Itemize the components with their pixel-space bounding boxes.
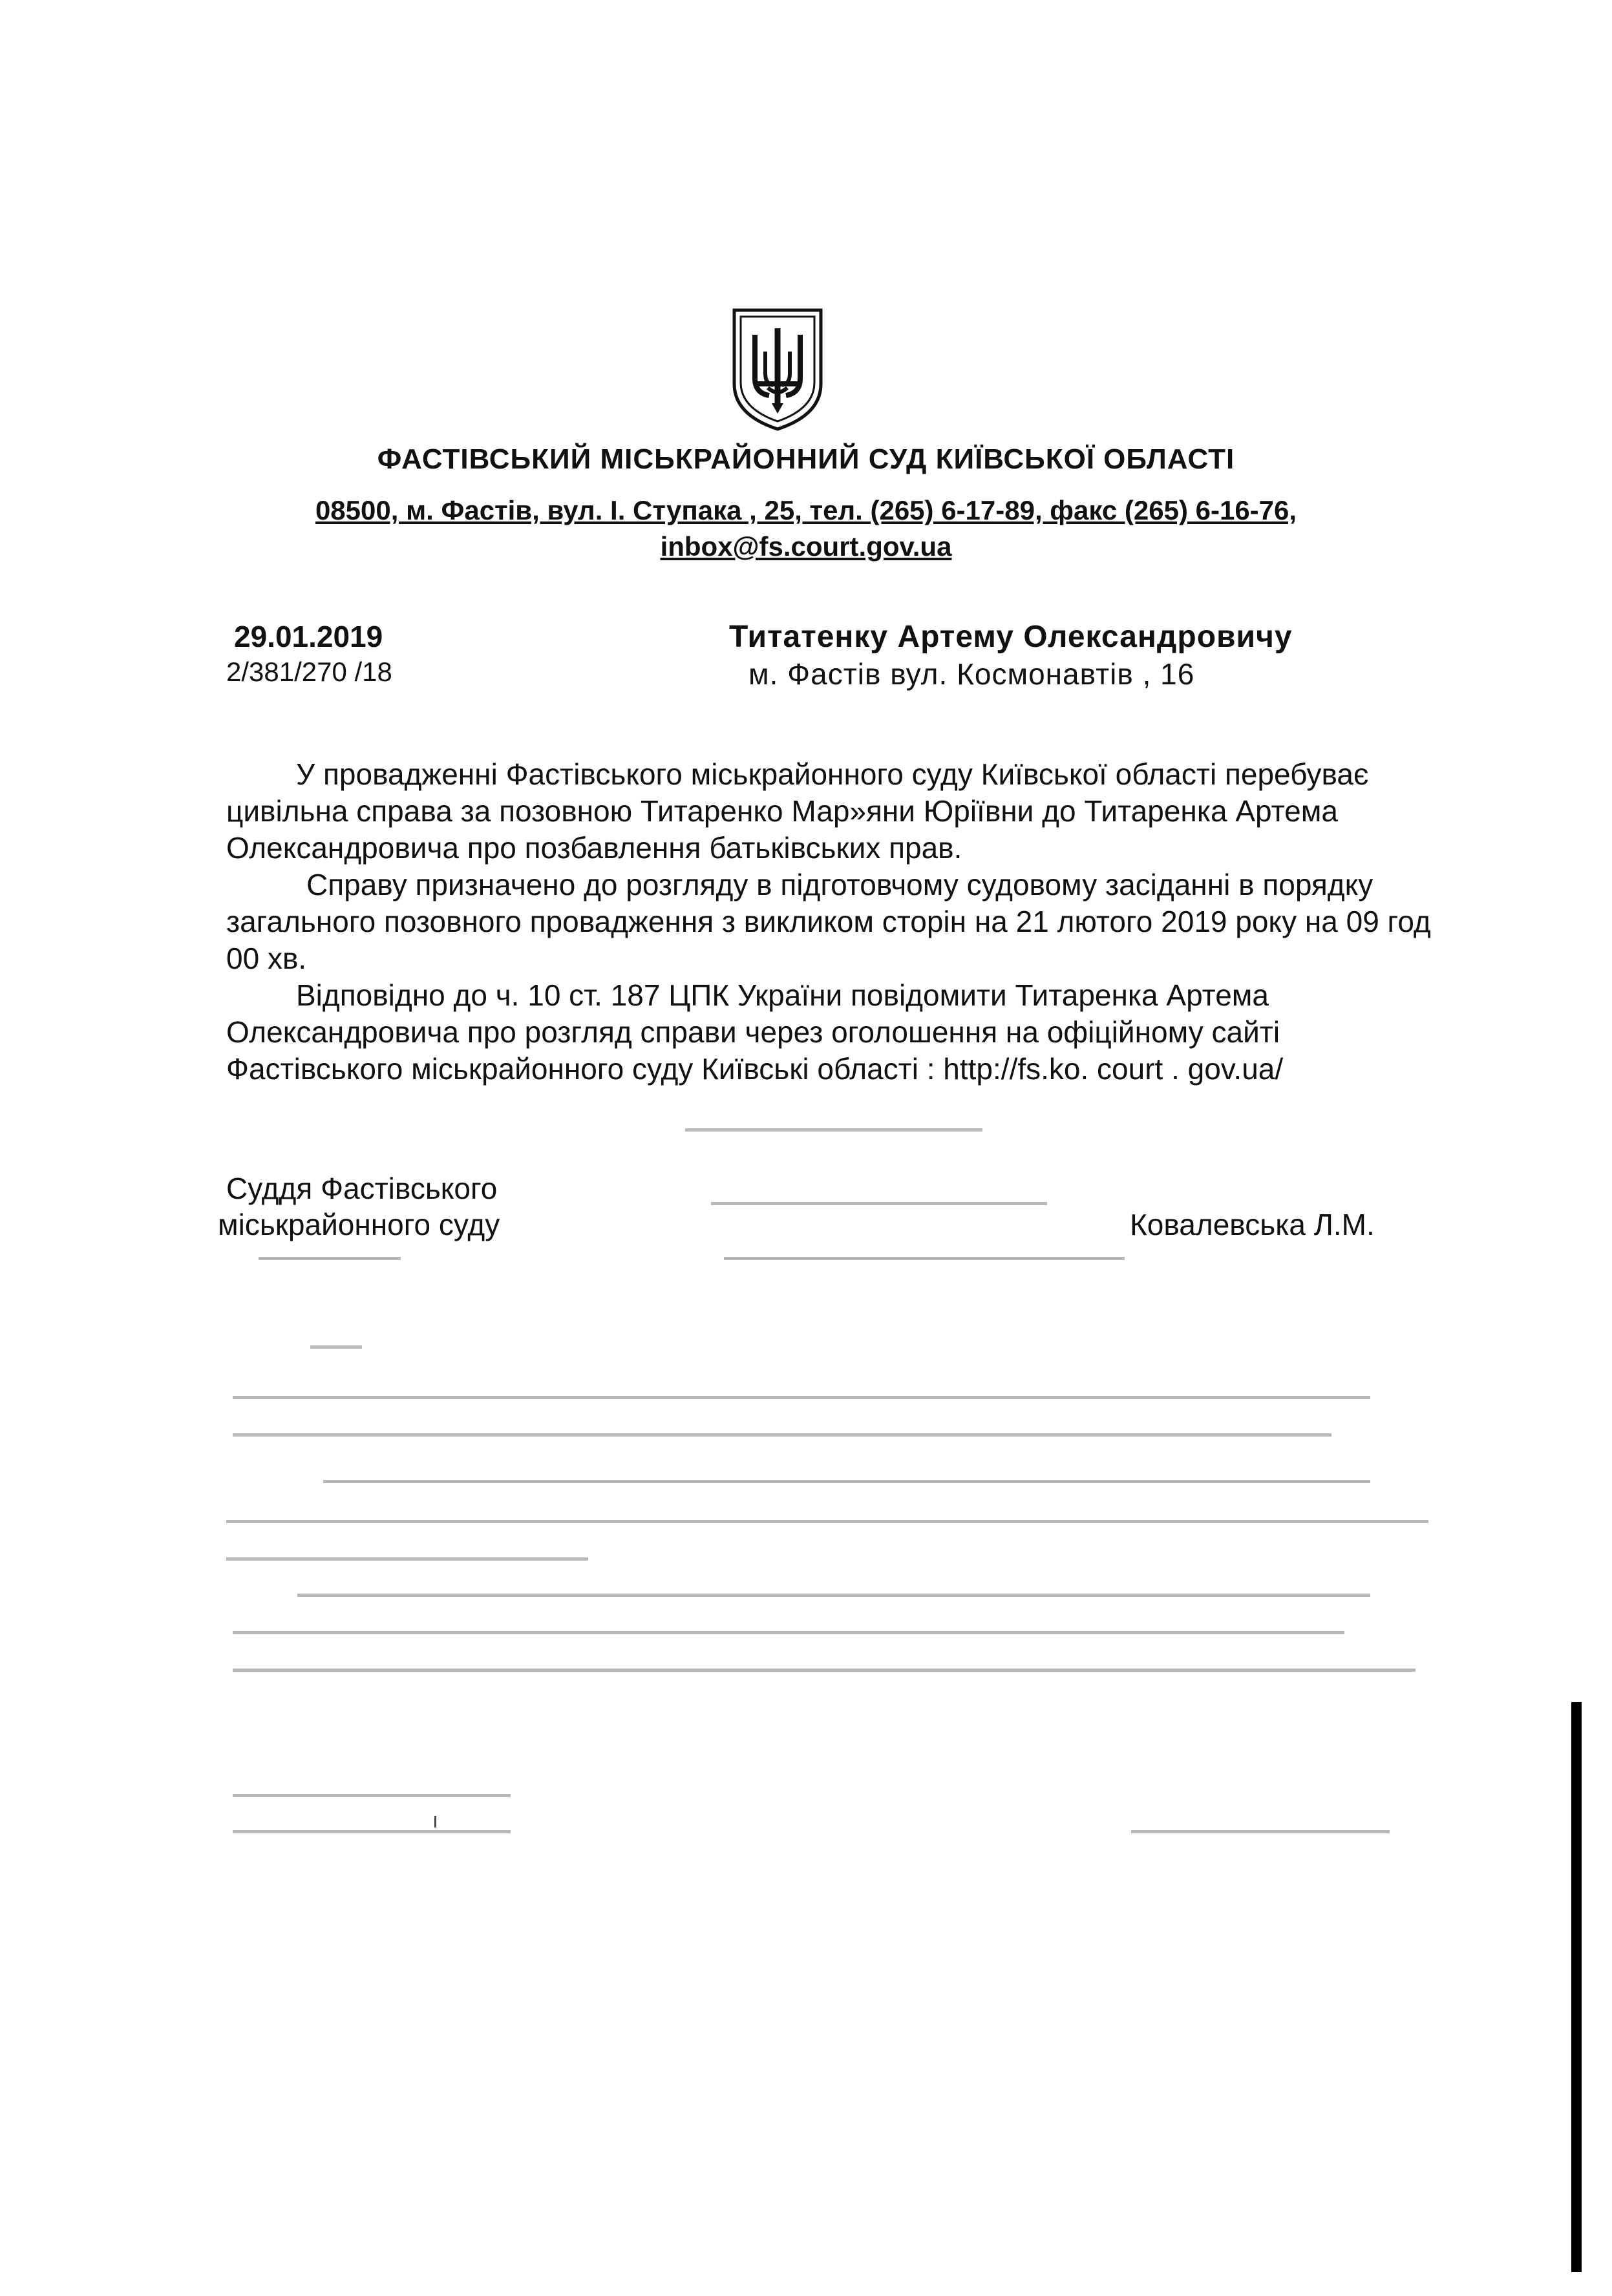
signature-role-line-1: Суддя Фастівського (226, 1172, 498, 1205)
signature-role-line-2: міськрайонного суду (218, 1208, 500, 1241)
scan-speck (434, 1816, 436, 1827)
court-email: inbox@fs.court.gov.ua (660, 531, 952, 562)
body-paragraph-1: У провадженні Фастівського міськрайонного суду Київської області перебуває цивільна справа за позовною Титаренко Мар»яни Юріївни до Титаренка Артема Олександровича про позбавлення батьківських прав. (226, 757, 1369, 865)
judge-name: Ковалевська Л.М. (1130, 1208, 1375, 1241)
outgoing-number: 2/381/270 /18 (226, 657, 392, 687)
court-address: 08500, м. Фастів, вул. І. Ступака , 25, тел. (265) 6-17-89, факс (265) 6-16-76, (315, 495, 1297, 525)
letter-date: 29.01.2019 (234, 620, 383, 653)
body-paragraph-3: Відповідно до ч. 10 ст. 187 ЦПК України повідомити Титаренка Артема Олександровича про розгляд справи через оголошення на офіційному сайті Фастівського міськрайонного суду Київські області : http://fs.ko. court . gov.ua/ (226, 978, 1284, 1086)
body-paragraph-2: Справу призначено до розгляду в підготовчому судовому засіданні в порядку загального позовного провадження з викликом сторін на 21 лютого 2019 року на 09 год 00 хв. (226, 868, 1431, 975)
recipient-address: м. Фастів вул. Космонавтів , 16 (748, 657, 1195, 691)
scan-edge-bar (1571, 1702, 1582, 2272)
court-name: ФАСТІВСЬКИЙ МІСЬКРАЙОННИЙ СУД КИЇВСЬКОЇ ОБЛАСТІ (377, 443, 1235, 475)
recipient-name: Титатенку Артему Олександровичу (729, 620, 1293, 654)
